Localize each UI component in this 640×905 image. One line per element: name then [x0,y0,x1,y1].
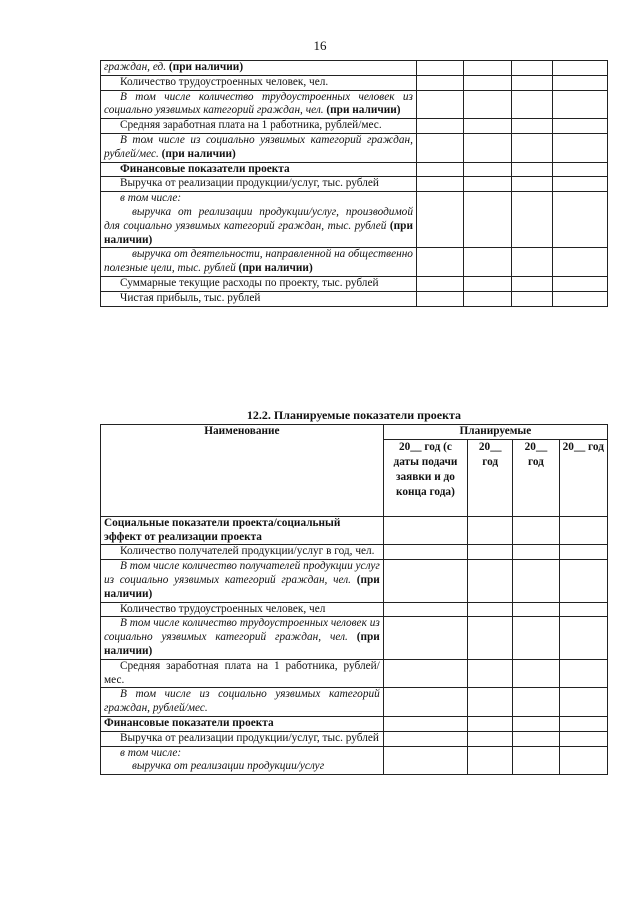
value-cell[interactable] [383,560,467,602]
indicator-note: (при наличии) [104,573,380,600]
planned-indicators-table [100,424,608,775]
value-cell[interactable] [513,746,559,775]
indicator-note: (при наличии) [158,147,236,160]
value-cell[interactable] [464,192,511,248]
indicator-name-cell [101,177,417,192]
value-cell[interactable] [559,688,607,717]
page-number: 16 [313,38,327,53]
planned-indicators-caption: 12.2. Планируемые показатели проекта [246,408,462,422]
value-cell[interactable] [468,659,513,688]
value-cell[interactable] [513,545,559,560]
table-row [101,90,608,119]
value-cell[interactable] [416,133,463,162]
value-cell[interactable] [383,659,467,688]
value-cell[interactable] [559,560,607,602]
value-cell[interactable] [464,248,511,277]
value-cell[interactable] [553,133,608,162]
indicator-name-cell [101,602,384,617]
value-cell[interactable] [559,516,607,545]
indicator-text: Суммарные текущие расходы по проекту, тыс. рублей [120,276,379,289]
table-row [101,602,608,617]
value-cell[interactable] [511,192,552,248]
section-header: Финансовые показатели проекта [101,716,384,731]
table-row [101,61,608,76]
value-cell[interactable] [559,716,607,731]
value-cell[interactable] [416,276,463,291]
indicator-name-cell [101,75,417,90]
value-cell[interactable] [553,248,608,277]
value-cell[interactable] [559,659,607,688]
indicator-name-cell [101,61,417,76]
value-cell[interactable] [383,731,467,746]
table-row [101,162,608,177]
table-row [101,75,608,90]
value-cell[interactable] [513,731,559,746]
indicator-name-cell [101,560,384,602]
value-cell[interactable] [559,602,607,617]
value-cell[interactable] [416,119,463,134]
table-row [101,716,608,731]
value-cell[interactable] [468,688,513,717]
value-cell[interactable] [553,177,608,192]
value-cell[interactable] [513,716,559,731]
value-cell[interactable] [513,688,559,717]
value-cell[interactable] [511,75,552,90]
value-cell[interactable] [553,61,608,76]
indicator-text: выручка от деятельности, направленной на общественно полезные цели, тыс. рублей [104,248,413,275]
indicator-subtext: выручка от реализации продукции/услуг, производимой для социально уязвимых категорий граждан, тыс. рублей (при наличии) [104,205,413,246]
value-cell[interactable] [464,291,511,306]
indicator-text: в том числе: [120,746,182,759]
value-cell[interactable] [383,602,467,617]
indicator-text: В том числе из социально уязвимых категорий граждан, рублей/мес. [104,133,413,160]
indicator-text: Количество получателей продукции/услуг в год, чел. [120,545,375,558]
indicator-text: В том числе количество получателей продукции услуг из социально уязвимых категорий граждан, чел. [104,560,380,586]
value-cell[interactable] [416,192,463,248]
indicator-name-cell [101,133,417,162]
column-header-name: Наименование [101,425,384,517]
section-header: Социальные показатели проекта/социальный эффект от реализации проекта [101,516,384,545]
indicator-note: (при наличии) [323,104,401,117]
value-cell[interactable] [383,716,467,731]
indicator-text: В том числе количество трудоустроенных человек из социально уязвимых категорий граждан, чел. [104,617,380,644]
value-cell[interactable] [383,516,467,545]
value-cell[interactable] [468,716,513,731]
value-cell[interactable] [553,119,608,134]
value-cell[interactable] [464,133,511,162]
indicator-name-cell [101,119,417,134]
year-first-header: 20__ год (с даты подачи заявки и до конца года) [383,439,467,516]
table-row [101,746,608,775]
value-cell[interactable] [513,617,559,659]
indicator-name-cell [101,162,417,177]
indicator-name-cell [101,90,417,119]
value-cell[interactable] [416,177,463,192]
value-cell[interactable] [468,731,513,746]
table-row [101,731,608,746]
table-row [101,177,608,192]
value-cell[interactable] [383,688,467,717]
value-cell[interactable] [559,731,607,746]
indicator-text: Чистая прибыль, тыс. рублей [120,291,261,304]
value-cell[interactable] [468,602,513,617]
value-cell[interactable] [559,746,607,775]
value-cell[interactable] [383,746,467,775]
value-cell[interactable] [513,516,559,545]
indicator-text: Выручка от реализации продукции/услуг, тыс. рублей [120,177,379,190]
value-cell[interactable] [383,545,467,560]
indicator-name-cell [101,659,384,688]
value-cell[interactable] [511,61,552,76]
table-row [101,560,608,602]
value-cell[interactable] [468,617,513,659]
value-cell[interactable] [416,162,463,177]
value-cell[interactable] [553,276,608,291]
value-cell[interactable] [553,75,608,90]
indicators-table-continued [100,60,608,307]
value-cell[interactable] [511,177,552,192]
value-cell[interactable] [468,746,513,775]
indicator-text: Средняя заработная плата на 1 работника, рублей/мес. [104,659,380,686]
table-row [101,119,608,134]
table-row [101,192,608,248]
year-header: 20__ год [468,439,513,516]
indicator-text: В том числе количество трудоустроенных человек из социально уязвимых категорий граждан, чел. [104,90,413,117]
table-row [101,291,608,306]
value-cell[interactable] [416,90,463,119]
indicator-name-cell [101,248,417,277]
value-cell[interactable] [464,75,511,90]
indicator-note: (при наличии) [166,61,244,73]
value-cell[interactable] [553,192,608,248]
value-cell[interactable] [511,291,552,306]
year-header: 20__ год [513,439,559,516]
value-cell[interactable] [513,659,559,688]
value-cell[interactable] [511,276,552,291]
value-cell[interactable] [511,119,552,134]
indicator-name-cell [101,276,417,291]
indicator-text: Количество трудоустроенных человек, чел. [120,75,329,88]
value-cell[interactable] [416,61,463,76]
table-row [101,688,608,717]
table-row [101,248,608,277]
indicator-text: Выручка от реализации продукции/услуг, тыс. рублей [120,731,379,744]
value-cell[interactable] [511,162,552,177]
indicator-name-cell [101,617,384,659]
value-cell[interactable] [464,177,511,192]
table-row [101,617,608,659]
value-cell[interactable] [464,162,511,177]
table-row [101,659,608,688]
indicator-note: (при наличии) [104,631,380,657]
table-row [101,516,608,545]
value-cell[interactable] [468,560,513,602]
value-cell[interactable] [468,545,513,560]
indicator-note: (при наличии) [235,262,313,275]
indicator-name-cell [101,192,417,248]
indicator-note: Финансовые показатели проекта [120,162,290,175]
value-cell[interactable] [464,276,511,291]
value-cell[interactable] [416,291,463,306]
value-cell[interactable] [511,90,552,119]
value-cell[interactable] [464,90,511,119]
indicator-text: граждан, ед. [104,61,167,73]
value-cell[interactable] [513,602,559,617]
indicator-name-cell [101,545,384,560]
indicator-name-cell [101,746,384,775]
indicator-note: (при наличии) [104,219,413,246]
value-cell[interactable] [464,119,511,134]
value-cell[interactable] [553,90,608,119]
value-cell[interactable] [559,617,607,659]
table-row [101,133,608,162]
value-cell[interactable] [511,248,552,277]
value-cell[interactable] [559,545,607,560]
indicator-name-cell [101,688,384,717]
value-cell[interactable] [416,248,463,277]
year-header: 20__ год [559,439,607,516]
indicator-text: В том числе из социально уязвимых категорий граждан, рублей/мес. [104,688,380,715]
indicator-name-cell [101,291,417,306]
value-cell[interactable] [513,560,559,602]
value-cell[interactable] [464,61,511,76]
indicator-name-cell [101,731,384,746]
value-cell[interactable] [416,75,463,90]
value-cell[interactable] [553,162,608,177]
value-cell[interactable] [468,516,513,545]
indicator-text: Средняя заработная плата на 1 работника, рублей/мес. [120,119,382,132]
value-cell[interactable] [511,133,552,162]
table-row [101,276,608,291]
indicator-text: Количество трудоустроенных человек, чел [120,602,326,615]
column-header-planned: Планируемые [383,425,607,440]
indicator-subtext: выручка от реализации продукции/услуг [132,760,325,773]
value-cell[interactable] [553,291,608,306]
indicator-text: в том числе: [120,192,182,205]
value-cell[interactable] [383,617,467,659]
table-row [101,545,608,560]
